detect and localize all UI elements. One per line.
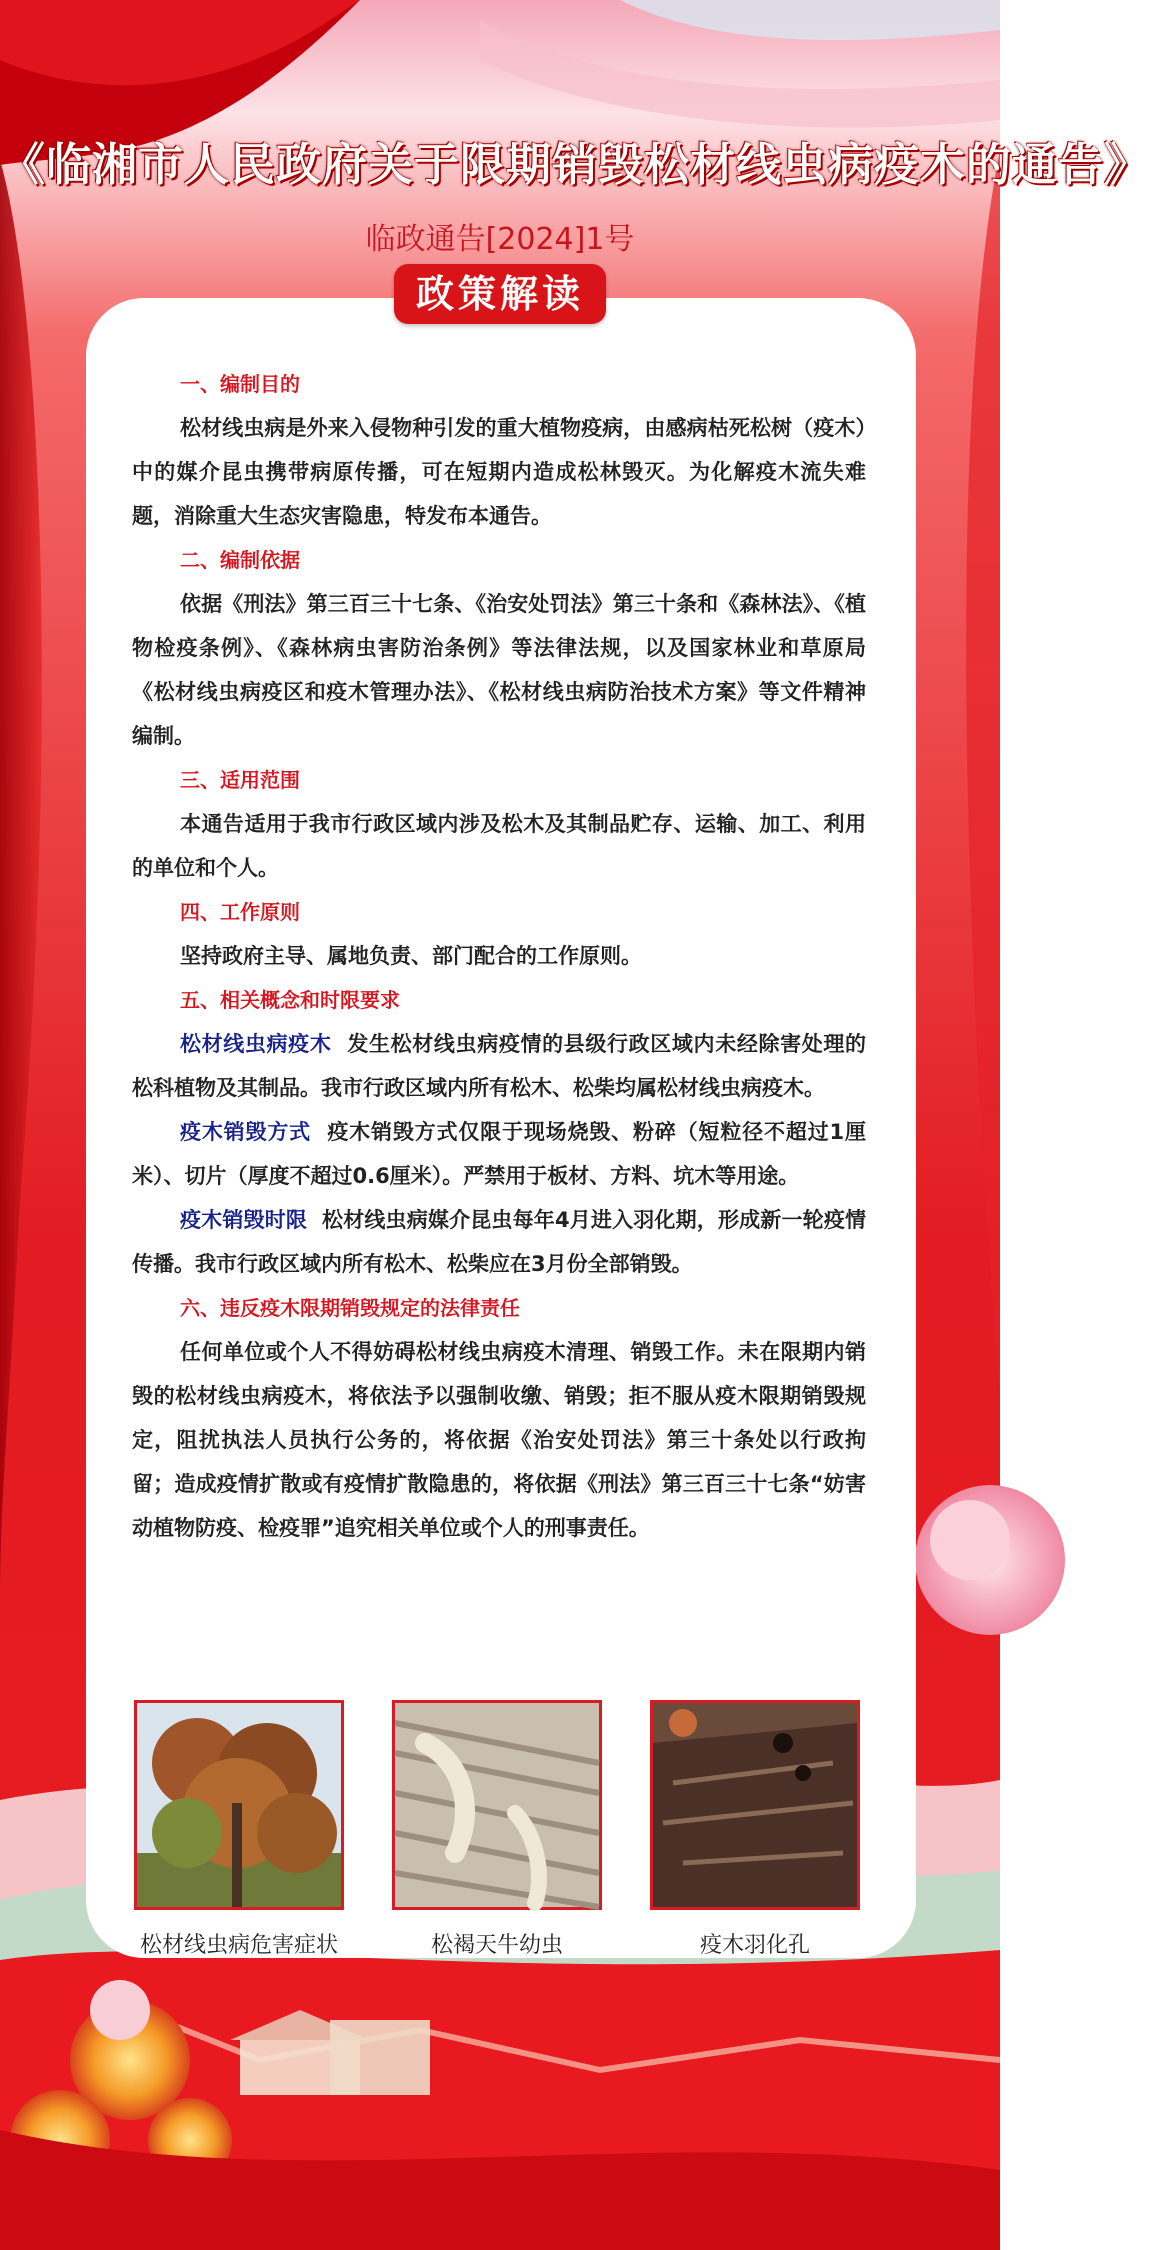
term-keyword: 疫木销毁方式 — [180, 1120, 312, 1144]
section-heading: 一、编制目的 — [180, 372, 300, 396]
section-paragraph: 疫木销毁方式 疫木销毁方式仅限于现场烧毁、粉碎（短粒径不超过1厘米）、切片（厚度不超过0.6厘米）。严禁用于板材、方料、坑木等用途。 — [132, 1120, 866, 1188]
document-number: 临政通告[2024]1号 — [365, 222, 635, 257]
term-keyword: 疫木销毁时限 — [180, 1208, 308, 1232]
photo-caption: 松褐天牛幼虫 — [430, 1933, 563, 1958]
section-purpose — [132, 362, 866, 538]
policy-content — [132, 362, 866, 1550]
section-heading: 二、编制依据 — [180, 548, 300, 572]
term-keyword: 松材线虫病疫木 — [180, 1032, 332, 1056]
section-paragraph: 任何单位或个人不得妨碍松材线虫病疫木清理、销毁工作。未在限期内销毁的松材线虫病疫木，将依法予以强制收缴、销毁；拒不服从疫木限期销毁规定，阻扰执法人员执行公务的，将依据《治安处罚法》第三十条处以行政拘留；造成疫情扩散或有疫情扩散隐患的，将依据《刑法》第三百三十七条“妨害动植物防疫、检疫罪”追究相关单位或个人的刑事责任。 — [132, 1340, 866, 1540]
section-heading: 三、适用范围 — [180, 768, 300, 792]
section-basis — [132, 538, 866, 758]
section-paragraph: 依据《刑法》第三百三十七条、《治安处罚法》第三十条和《森林法》、《植物检疫条例》、《森林病虫害防治条例》等法律法规，以及国家林业和草原局《松材线虫病疫区和疫木管理办法》、《松材线虫病防治技术方案》等文件精神编制。 — [132, 592, 866, 748]
photo-caption: 松材线虫病危害症状 — [139, 1933, 338, 1958]
page-title: 《临湘市人民政府关于限期销毁松材线虫病疫木的通告》 — [0, 138, 1150, 191]
photo-row — [0, 1700, 1000, 1920]
section-badge: 政策解读 — [394, 264, 606, 324]
section-heading: 五、相关概念和时限要求 — [180, 988, 400, 1012]
section-heading: 四、工作原则 — [180, 900, 300, 924]
photo-exit-holes — [650, 1700, 860, 1910]
section-paragraph: 坚持政府主导、属地负责、部门配合的工作原则。 — [180, 944, 642, 968]
section-paragraph: 松材线虫病疫木 发生松材线虫病疫情的县级行政区域内未经除害处理的松科植物及其制品。我市行政区域内所有松木、松柴均属松材线虫病疫木。 — [132, 1032, 867, 1100]
section-heading: 六、违反疫木限期销毁规定的法律责任 — [180, 1296, 520, 1320]
section-concepts — [132, 978, 866, 1286]
section-paragraph: 本通告适用于我市行政区域内涉及松木及其制品贮存、运输、加工、利用的单位和个人。 — [132, 812, 866, 880]
photo-diseased-pine — [134, 1700, 344, 1910]
photo-larva — [392, 1700, 602, 1910]
photo-caption: 疫木羽化孔 — [699, 1933, 810, 1958]
section-liability — [132, 1286, 866, 1550]
section-paragraph: 松材线虫病是外来入侵物种引发的重大植物疫病，由感病枯死松树（疫木）中的媒介昆虫携带病原传播，可在短期内造成松林毁灭。为化解疫木流失难题，消除重大生态灾害隐患，特发布本通告。 — [132, 416, 866, 528]
section-scope — [132, 758, 866, 890]
section-principles — [132, 890, 866, 978]
section-paragraph: 疫木销毁时限 松材线虫病媒介昆虫每年4月进入羽化期，形成新一轮疫情传播。我市行政区域内所有松木、松柴应在3月份全部销毁。 — [132, 1208, 866, 1276]
